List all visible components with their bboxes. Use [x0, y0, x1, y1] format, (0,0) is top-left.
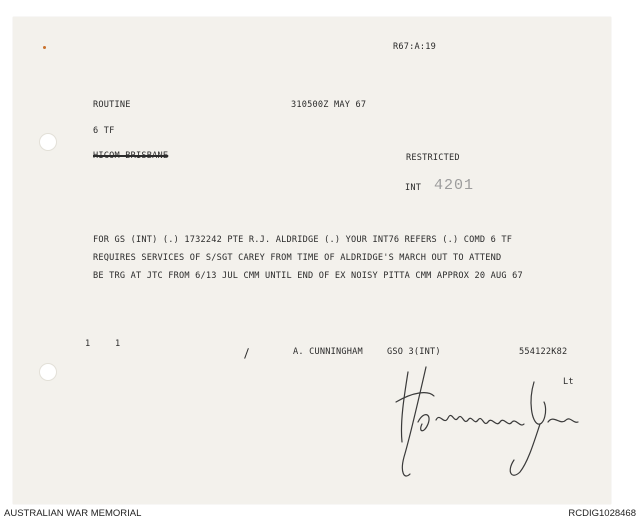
- signatory-name: A. CUNNINGHAM: [293, 347, 363, 357]
- message-line-2: REQUIRES SERVICES OF S/SGT CAREY FROM TIME OF ALDRIDGE'S MARCH OUT TO ATTEND: [93, 253, 502, 263]
- ink-speck: [43, 46, 46, 49]
- document-reference: R67:A:19: [393, 42, 436, 52]
- page-count-a: 1: [85, 339, 91, 349]
- originator-struck: HICOM BRISBANE: [93, 151, 169, 161]
- int-label: INT: [405, 183, 422, 193]
- int-serial-number: 4201: [434, 177, 475, 194]
- message-line-1: FOR GS (INT) (.) 1732242 PTE R.J. ALDRIDGE (.) YOUR INT76 REFERS (.) COMD 6 TF: [93, 235, 513, 245]
- signatory-appointment: GSO 3(INT): [387, 347, 441, 357]
- page-count-b: 1: [115, 339, 121, 349]
- footer-record-id: RCDIG1028468: [568, 508, 636, 519]
- slash-mark: [244, 348, 249, 359]
- precedence: ROUTINE: [93, 100, 131, 110]
- punch-hole-bottom: [39, 363, 57, 381]
- document-page: [13, 17, 611, 504]
- punch-hole-top: [39, 133, 57, 151]
- classification: RESTRICTED: [406, 153, 460, 163]
- time-group: 554122K82: [519, 347, 568, 357]
- handwritten-signature: [388, 362, 588, 487]
- footer-credit: AUSTRALIAN WAR MEMORIAL: [4, 508, 142, 519]
- message-line-3: BE TRG AT JTC FROM 6/13 JUL CMM UNTIL END OF EX NOISY PITTA CMM APPROX 20 AUG 67: [93, 271, 523, 281]
- addressee: 6 TF: [93, 126, 115, 136]
- date-time-group: 310500Z MAY 67: [291, 100, 367, 110]
- rank: Lt: [563, 377, 574, 387]
